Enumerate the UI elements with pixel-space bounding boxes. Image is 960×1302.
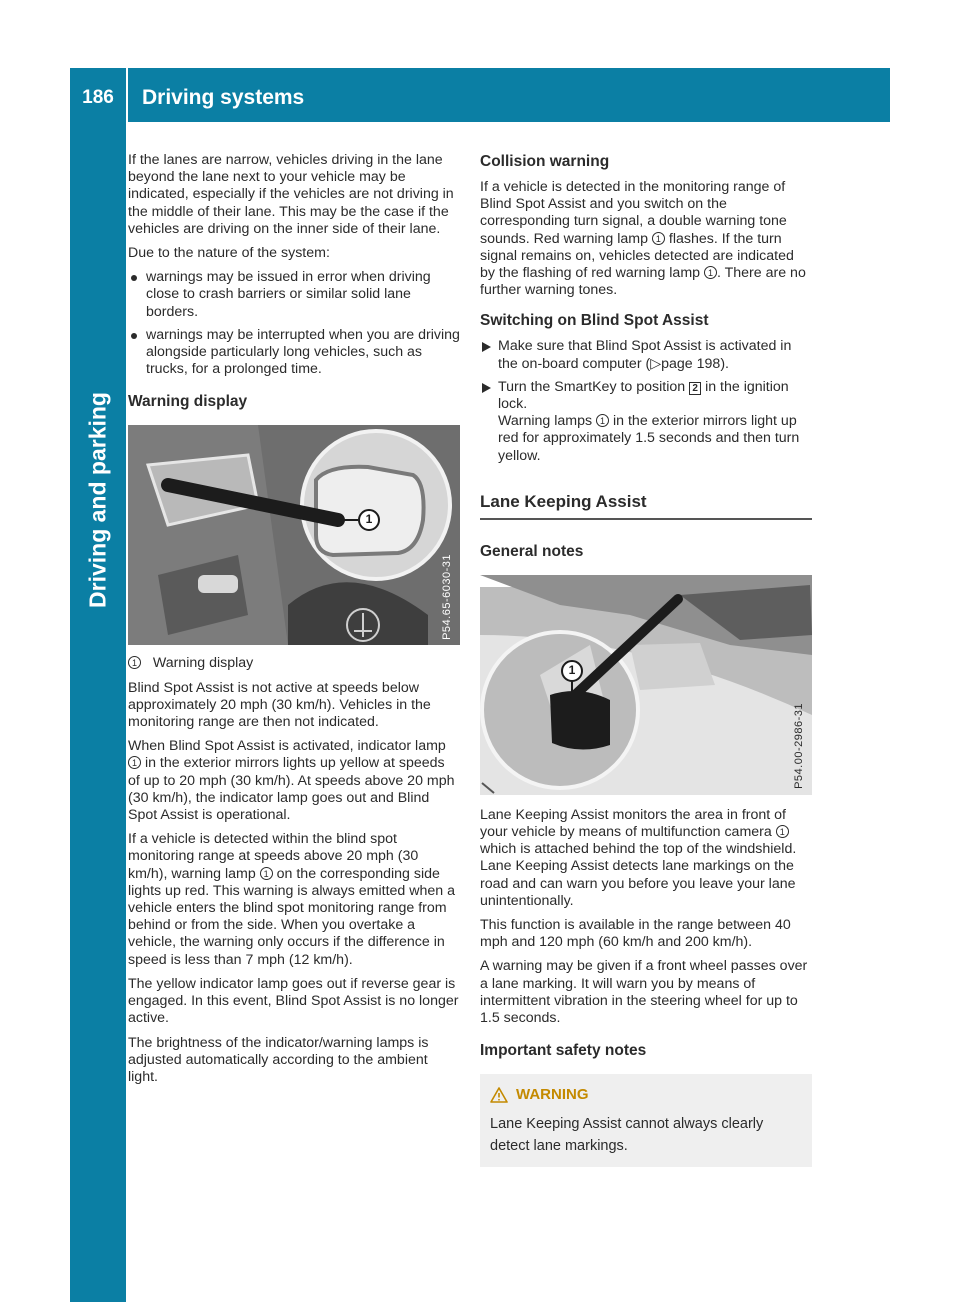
paragraph-lka-speed-range: This function is available in the range between 40 mph and 120 mph (60 km/h and 200 km/h).	[480, 917, 791, 951]
mirror-warning-illustration	[128, 425, 460, 645]
figure-code: P54.00-2986-31	[792, 702, 805, 789]
paragraph-warning-lamp	[128, 831, 460, 969]
warning-header	[490, 1086, 802, 1103]
left-column	[128, 152, 460, 1093]
paragraph-inactive-speed: Blind Spot Assist is not active at speeds below approximately 20 mph (30 km/h). Vehicles in the monitoring range are then not indicated.	[128, 679, 431, 731]
callout-number: 1	[596, 414, 609, 427]
windshield-camera-illustration	[480, 575, 812, 795]
paragraph-narrow-lanes: If the lanes are narrow, vehicles driving in the lane beyond the lane next to your vehicle may be indicated, especially if the vehicles are not driving in the middle of their lane. This may be the case if the vehicles are driving on the inner side of their lane.	[128, 152, 454, 237]
text-segment: Lane Keeping Assist monitors the area in front of your vehicle by means of multifunction camera	[480, 806, 787, 841]
text-segment: ).	[720, 355, 729, 372]
text-segment: in the exterior mirrors lights up yellow at speeds of up to 20 mph (30 km/h). At speeds above 20 mph (30 km/h), the indicator lamp goes out and Blind Spot Assist is operational.	[128, 755, 455, 824]
paragraph-indicator-lamp	[128, 738, 460, 824]
text-segment: . There are no further warning tones.	[480, 265, 806, 299]
instruction-step	[480, 379, 812, 465]
callout-number: 1	[652, 232, 665, 245]
instruction-step	[480, 338, 812, 372]
callout-number: 1	[776, 825, 789, 838]
chapter-side-tab-label: Driving and parking	[84, 392, 111, 608]
heading-important-safety-notes: Important safety notes	[480, 1042, 647, 1060]
paragraph-brightness: The brightness of the indicator/warning lamps is adjusted automatically according to the ambient light.	[128, 1034, 429, 1085]
paragraph-nature-of-system: Due to the nature of the system:	[128, 245, 330, 262]
text-segment: on the corresponding side lights up red. This warning is always emitted when a vehicle enters the blind spot monitoring range from behind or from the side. When you overtake a vehicle, the warning only occurs if the difference in speed is less than 7 mph (12 km/h).	[128, 865, 455, 968]
chapter-side-tab	[70, 122, 126, 1302]
text-segment: in the ignition lock.	[498, 378, 789, 413]
text-segment: in the exterior mirrors light up red for approximately 1.5 seconds and then turn yellow.	[498, 413, 800, 464]
heading-collision-warning: Collision warning	[480, 153, 610, 170]
text-segment: which is attached behind the top of the windshield. Lane Keeping Assist detects lane markings on the road and can warn you before you leave your lane unintentionally.	[480, 841, 797, 909]
text-segment: If a vehicle is detected in the monitoring range of Blind Spot Assist and you switch on the corresponding turn signal, a double warning tone sounds. Red warning lamp	[480, 179, 787, 247]
figure-callout-1: 1	[365, 512, 373, 527]
figure-callout-1: 1	[568, 662, 576, 677]
paragraph-lka-vibration: A warning may be given if a front wheel passes over a lane marking. It will warn you by means of intermittent vibration in the steering wheel for up to 1.5 seconds.	[480, 958, 808, 1027]
heading-warning-display: Warning display	[128, 393, 248, 411]
heading-general-notes: General notes	[480, 542, 584, 560]
text-segment: If a vehicle is detected within the blind spot monitoring range at speeds above 20 mph (30 km/h), warning lamp	[128, 831, 419, 882]
right-column	[480, 152, 812, 1167]
heading-switching-on: Switching on Blind Spot Assist	[480, 312, 709, 330]
page-title: Driving systems	[142, 86, 305, 109]
text-segment: Make sure that Blind Spot Assist is activated in the on-board computer (	[498, 338, 792, 372]
callout-number: 1	[260, 867, 273, 880]
paragraph-reverse-gear: The yellow indicator lamp goes out if reverse gear is engaged. In this event, Blind Spot Assist is no longer active.	[128, 975, 459, 1027]
figure-caption	[128, 655, 460, 672]
section-heading-lane-keeping	[480, 491, 812, 520]
page-reference-icon: ▷	[650, 355, 662, 372]
figure-warning-display	[128, 425, 460, 645]
callout-number: 1	[704, 266, 717, 279]
heading-lane-keeping-assist: Lane Keeping Assist	[480, 491, 647, 511]
page-header	[70, 68, 890, 122]
text-segment: Turn the SmartKey to position	[498, 378, 686, 395]
figure-lane-keeping-camera	[480, 575, 812, 795]
list-item: warnings may be interrupted when you are driving alongside particularly long vehicles, such as trucks, for a prolonged time.	[128, 327, 460, 379]
callout-number: 1	[128, 656, 141, 669]
paragraph-lka-description	[480, 807, 812, 910]
warning-label: WARNING	[516, 1086, 589, 1104]
header-divider	[126, 68, 128, 122]
key-position-badge: 2	[689, 382, 701, 395]
page-number: 186	[82, 87, 114, 108]
instruction-steps	[480, 338, 812, 464]
text-segment: flashes. If the turn signal remains on, vehicles detected are indicated by the flashing of red warning lamp	[480, 230, 794, 282]
text-segment: When Blind Spot Assist is activated, indicator lamp	[128, 738, 446, 755]
warning-triangle-icon	[490, 1087, 508, 1103]
warning-text: Lane Keeping Assist cannot always clearly detect lane markings.	[490, 1116, 764, 1155]
callout-number: 1	[128, 756, 141, 769]
text-segment: Warning lamps	[498, 413, 593, 430]
warning-box	[480, 1074, 812, 1167]
paragraph-collision-warning	[480, 179, 812, 299]
page-reference-link[interactable]: page 198	[661, 355, 721, 372]
figure-caption-text: Warning display	[152, 655, 254, 672]
figure-code: P54.65-6030-31	[440, 553, 453, 640]
list-item: warnings may be issued in error when driving close to crash barriers or similar solid lane borders.	[128, 269, 460, 321]
limitations-list	[128, 269, 460, 378]
